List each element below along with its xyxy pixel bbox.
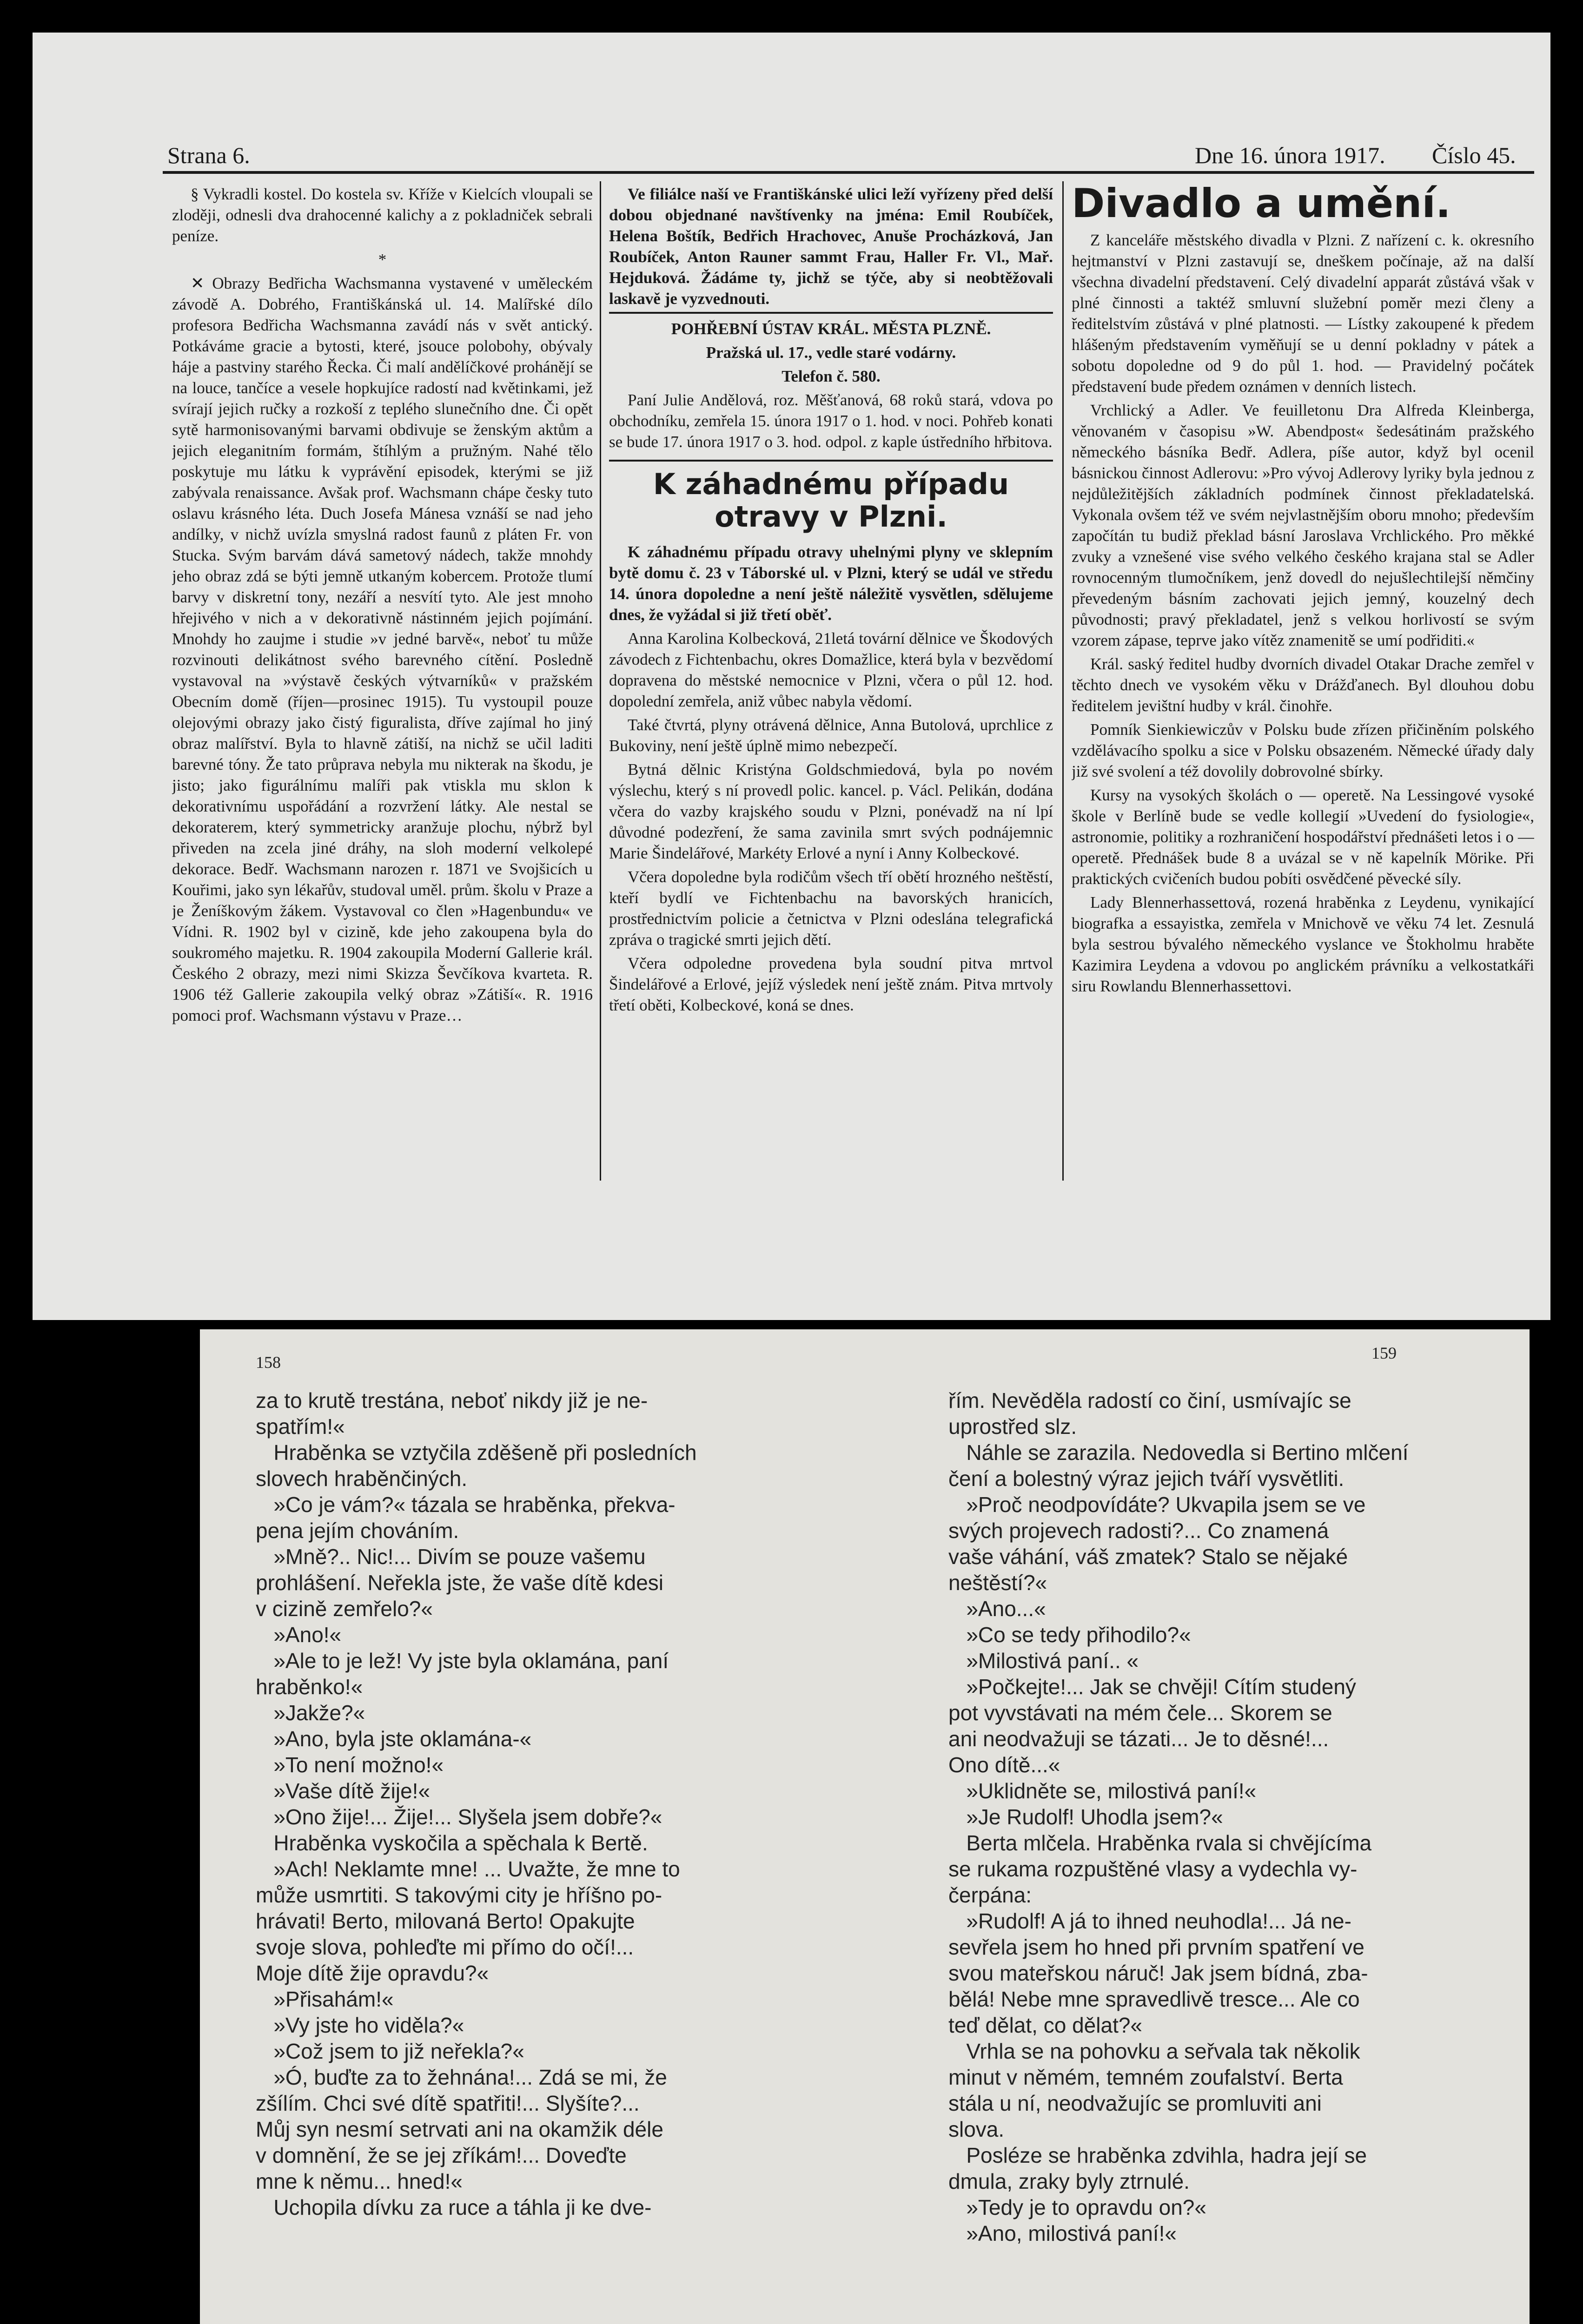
article-sienkiewicz: Pomník Sienkiewiczův v Polsku bude zřízen přičiněním polského vzdělávacího spolku a sice v Polsku obsazeném. Německé úřady daly již své svolení a též dovolily dobrovolné sbírky. xyxy=(1072,720,1534,780)
notice-phone: Telefon č. 580. xyxy=(782,367,881,385)
book-line: »Tedy je to opravdu on?« xyxy=(948,2195,1206,2219)
book-line: »Ano, byla jste oklamána-« xyxy=(256,1727,532,1751)
column-1 xyxy=(172,184,593,1181)
page-label: Strana 6. xyxy=(167,142,250,168)
book-line: pot vyvstávati na mém čele... Skorem se xyxy=(948,1701,1332,1725)
newspaper-page xyxy=(33,33,1550,1320)
book-line: prohlášení. Neřekla jste, že vaše dítě kdesi xyxy=(256,1571,664,1595)
book-line: »Co se tedy přihodilo?« xyxy=(948,1623,1191,1647)
section-heading-theatre: Divadlo a umění. xyxy=(1072,181,1451,227)
poisoning-p1: K záhadnému případu otravy uhelnými plyny ve sklepním bytě domu č. 23 v Táborské ul. v Plzni, který se udál ve středu 14. února dopoledne a není ještě náležitě vysvětlen, sdělujeme dnes, že vyžádal si již třetí oběť. xyxy=(609,543,1053,624)
book-line: Hraběnka se vztyčila zděšeně při posledních xyxy=(256,1440,697,1465)
book-line: sevřela jsem ho hned při prvním spatření ve xyxy=(948,1935,1364,1959)
book-line: »Uklidněte se, milostivá paní!« xyxy=(948,1779,1257,1803)
book-line: »Ach! Neklamte mne! ... Uvažte, že mne to xyxy=(256,1857,680,1881)
poisoning-p3: Také čtvrtá, plyny otrávená dělnice, Anna Butolová, uprchlice z Bukoviny, není ještě úplně mimo nebezpečí. xyxy=(609,716,1053,755)
article-operetta-courses: Kursy na vysokých školách o — operetě. Na Lessingové vysoké škole v Berlíně bude se vedle kollegií »Uvedení do fysiologie«, astronomie, politiky a rozhraničení hospodářství přednášeti letos i o — operetě. Přednášek bude 8 a uvázal se v ně kapelník Mörike. Při praktických cvičeních budou pobíti osvědčené pěvecké síly. xyxy=(1072,786,1534,888)
book-line: v cizině zemřelo?« xyxy=(256,1597,433,1621)
book-line: Vrhla se na pohovku a seřvala tak několik xyxy=(948,2039,1360,2063)
book-line: hraběnko!« xyxy=(256,1675,363,1699)
book-line: minut v němém, temném zoufalství. Berta xyxy=(948,2065,1343,2089)
book-line: »Ó, buďte za to žehnána!... Zdá se mi, že xyxy=(256,2065,667,2089)
book-line: Můj syn nesmí setrvati ani na okamžik déle xyxy=(256,2117,663,2141)
book-line: dmula, zraky byly ztrnulé. xyxy=(948,2169,1190,2193)
book-line: zšílím. Chci své dítě spatřiti!... Slyšíte?... xyxy=(256,2091,640,2115)
book-line: »Ano, milostivá paní!« xyxy=(948,2221,1177,2245)
book-line: slova. xyxy=(948,2117,1005,2141)
book-line: pena jejím chováním. xyxy=(256,1519,459,1543)
book-line: neštěstí?« xyxy=(948,1571,1047,1595)
article-business-cards: Ve filiálce naší ve Františkánské ulici leží vyřízeny před delší dobou objednané navštívenky na jména: Emil Roubíček, Helena Boštík, Bedřich Hrachovec, Anuše Procházková, Jan Roubíček, Anton Rauner sammt Frau, Haller Fr. Vl., Mař. Hejduková. Žádáme ty, jichž se týče, aby si neobtěžovali laskavě je vyzvednouti. xyxy=(609,185,1053,308)
book-line: »Mně?.. Nic!... Divím se pouze vašemu xyxy=(256,1545,646,1569)
book-line: »Počkejte!... Jak se chvěji! Cítím studený xyxy=(948,1675,1356,1699)
left-page-number: 158 xyxy=(256,1353,281,1372)
article-vrchlicky-adler: Vrchlický a Adler. Ve feuilletonu Dra Alfreda Kleinberga, věnovaném v časopisu »W. Abendpost« šedesátinám pražského německého básníka Bedř. Adlera, píše autor, když byl ocenil básnickou činnost Adlerovu: »Pro vývoj Adlerovy lyriky byla jednou z nejdůležitějších základních podmínek činnost překladatelská. Vykonala ovšem též ve svém nejvlastnějším oboru mnoho; především započítán tu budiž překlad básní Jaroslava Vrchlického. Pro měkké zvuky a vznešené vise svého velkého českého krajana stal se Adler rovnocenným tlumočníkem, jenž dovedl do nejušlechtilejší němčiny převedeným básním zachovati jejich jemný, kouzelný dech původnosti; pravý překladatel, jenž s velkou horlivostí se svým vzorem zápase, teprve jako vítěz znamenitě se umí podřiditi.« xyxy=(1072,401,1534,649)
notice-title: POHŘEBNÍ ÚSTAV KRÁL. MĚSTA PLZNĚ. xyxy=(671,320,991,338)
book-line: »Co je vám?« tázala se hraběnka, překva- xyxy=(256,1492,676,1517)
book-line: teď dělat, co dělat?« xyxy=(948,2013,1143,2037)
article-wachsmann: ✕ Obrazy Bedřicha Wachsmanna vystavené v uměleckém závodě A. Dobrého, Františkánská ul. 14. Malířské dílo profesora Bedřicha Wachsmanna zavádí nás v svět antický. Potkáváme gracie a bytosti, které, jsouce polobohy, obývaly háje a pastviny starého Řecka. Či malí andělíčkové prohánějí se na louce, tančíce a vesele hopkujíce radostí nad květinkami, jež svírají jejich ručky a rozkoší z teplého slunečního dne. Či opět sytě harmonisovanými barvami obdivuje se ženským aktům a jejich eleganitním formám, štíhlým a pružným. Nahé tělo poskytuje mu látku k vyprávění episodek, kterými se již zabývala renaissance. Avšak prof. Wachsmann chápe česky tuto oslavu krásného léta. Duch Josefa Mánesa vznáší se nad jeho andílky, v nichž uvízla smyslná radost faunů z pláten Fr. von Stucka. Svým barvám dává sametový nádech, takže mnohdy jeho obraz zdá se býti jemně utkaným kobercem. Protože tlumí barvy v diskretní tony, nezáří a nesvítí tyto. Ale jest mnoho hřejivého v nich a v dekorativně nástinném jejich pojímání. Mnohdy ho zaujme i studie »v jedné barvě«, neboť tu může rozvinouti delikátnost svého barevného cítění. Posledně vystavoval na »výstavě českých výtvarníků« v pražském Obecním domě (říjen—prosinec 1915). Tu vystoupil pouze olejovými obrazy jako čistý figuralista, dříve zajímal ho jiný obraz malířství. Byla to hlavně zátiší, na nichž se učil laditi barevné tóny. Že tato průprava nebyla mu nikterak na škodu, je jisto; jako figurálnímu malíři pak vtiskla mu sklon k dekorativnímu uspořádání a rozvržení látky. Ale nestal se dekoraterem, který symmetricky aranžuje plochu, nýbrž byl přiveden na zcela jiné dráhy, na sloh moderní velkolepé dekorace. Bedř. Wachsmann narozen r. 1871 ve Svojšicích u Kouřimi, jako syn lékařův, studoval uměl. prům. školu v Praze a je Ženíškovým žákem. Vystavoval co člen »Hagenbundu« ve Vídni. R. 1902 byl v cizině, kde jeho zakoupena byla do soukromého majetku. R. 1904 zakoupila Moderní Gallerie král. Českého 2 obrazy, mezi nimi Skizza Ševčíkova kvarteta. R. 1906 též Gallerie zakoupila velký obraz »Zátiší«. R. 1916 pomoci prof. Wachsmann výstavu v Praze… xyxy=(172,274,593,1024)
book-line: Hraběnka vyskočila a spěchala k Bertě. xyxy=(256,1831,648,1855)
article-church-robbery: § Vykradli kostel. Do kostela sv. Kříže v Kielcích vloupali se zloději, odnesli dva drahocenné kalichy a z pokladniček sebrali peníze. xyxy=(172,185,593,245)
poisoning-p5: Včera dopoledne byla rodičům všech tří obětí hrozného neštěstí, kteří bydlí ve Fichtenbachu na bavorských hranicích, prostřednictvím policie a četnictva v Plzni odeslána telegrafická zpráva o tragické smrti jejich dětí. xyxy=(609,868,1053,949)
book-line: »Ano...« xyxy=(948,1597,1046,1621)
book-line: svých projevech radosti?... Co znamená xyxy=(948,1519,1329,1543)
book-line: ani neodvažuji se tázati... Je to děsné!... xyxy=(948,1727,1329,1751)
book-left-page xyxy=(256,1387,837,2220)
book-line: Posléze se hraběnka zdvihla, hadra její se xyxy=(948,2143,1367,2167)
book-line: »Což jsem to již neřekla?« xyxy=(256,2039,524,2063)
book-line: »Rudolf! A já to ihned neuhodla!... Já ne- xyxy=(948,1909,1351,1933)
book-line: »Proč neodpovídáte? Ukvapila jsem se ve xyxy=(948,1492,1366,1517)
book-line: v domnění, že se jej zříkám!... Doveďte xyxy=(256,2143,627,2167)
book-line: uprostřed slz. xyxy=(948,1414,1077,1439)
book-line: »Jakže?« xyxy=(256,1701,365,1725)
notice-text: Paní Julie Andělová, roz. Měšťanová, 68 roků stará, vdova po obchodníku, zemřela 15. února 1917 o 1. hod. v noci. Pohřeb konati se bude 17. února 1917 o 3. hod. odpol. z kaple ústředního hřbitova. xyxy=(609,391,1053,451)
book-line: Uchopila dívku za ruce a táhla ji ke dve- xyxy=(256,2195,652,2219)
column-2 xyxy=(609,184,1053,1181)
book-line: »Vaše dítě žije!« xyxy=(256,1779,431,1803)
funeral-notice xyxy=(609,312,1053,462)
book-line: Náhle se zarazila. Nedovedla si Bertino mlčení xyxy=(948,1440,1409,1465)
book-line: »Přisahám!« xyxy=(256,1987,394,2011)
book-line: Moje dítě žije opravdu?« xyxy=(256,1961,489,1985)
book-line: spatřím!« xyxy=(256,1414,345,1439)
book-line: »Je Rudolf! Uhodla jsem?« xyxy=(948,1805,1223,1829)
poisoning-p6: Včera odpoledne provedena byla soudní pitva mrtvol Šindelářové a Erlové, jejíž výsledek není ještě znám. Pitva mrtvoly třetí oběti, Kolbeckové, koná se dnes. xyxy=(609,954,1053,1014)
book-line: řím. Nevěděla radostí co činí, usmívajíc se xyxy=(948,1388,1351,1413)
poisoning-p2: Anna Karolina Kolbecková, 21letá tovární dělnice ve Škodových závodech z Fichtenbachu, okres Domažlice, která byla v bezvědomí dopravena do městské nemocnice v Plzni, včera o půl 12. hod. dopolední zemřela, aniž vůbec nabyla vědomí. xyxy=(609,629,1053,710)
book-line: vaše váhání, váš zmatek? Stalo se nějaké xyxy=(948,1545,1348,1569)
column-3 xyxy=(1072,181,1534,1181)
book-line: čerpána: xyxy=(948,1883,1032,1907)
book-spread xyxy=(200,1329,1530,2324)
issue-label: Číslo 45. xyxy=(1432,142,1516,168)
headline-poisoning: K záhadnému případu otravy v Plzni. xyxy=(653,467,1009,534)
book-line: svou mateřskou náruč! Jak jsem bídná, zba- xyxy=(948,1961,1368,1985)
book-line: »To není možno!« xyxy=(256,1753,444,1777)
book-line: »Ono žije!... Žije!... Slyšela jsem dobře?« xyxy=(256,1805,662,1829)
separator-star: * xyxy=(378,251,387,269)
book-line: »Vy jste ho viděla?« xyxy=(256,2013,464,2037)
book-line: za to krutě trestána, neboť nikdy již je ne- xyxy=(256,1388,648,1413)
notice-address: Pražská ul. 17., vedle staré vodárny. xyxy=(706,343,956,362)
book-line: stála u ní, neodvažujíc se promluviti ani xyxy=(948,2091,1322,2115)
column-rule-1 xyxy=(600,181,601,1181)
date-label: Dne 16. února 1917. xyxy=(1195,142,1385,168)
theatre-notice: Z kanceláře městského divadla v Plzni. Z nařízení c. k. okresního hejtmanství v Plzni zastavují se, dneškem počínaje, až na další všechna divadelní představení. Celý divadelní apparát zůstává však v plné činnosti a taktéž smluvní služební poměr mezi členy a ředitelstvím zůstává v plné platnosti. — Lístky zakoupené k předem hlášeným představením vyměňují se u denní pokladny v pátek a sobotu dopoledne od 9 do půl 1. hod. — Pravidelný počátek představení bude předem oznámen v denních listech. xyxy=(1072,231,1534,396)
book-line: hrávati! Berto, milovaná Berto! Opakujte xyxy=(256,1909,635,1933)
book-line: slovech hraběnčiných. xyxy=(256,1466,468,1491)
book-right-page xyxy=(948,1387,1530,2246)
right-page-number: 159 xyxy=(1371,1344,1397,1362)
book-line: Berta mlčela. Hraběnka rvala si chvějícíma xyxy=(948,1831,1372,1855)
poisoning-p4: Bytná dělnic Kristýna Goldschmiedová, byla po novém výslechu, který s ní provedl polic. kancel. p. Václ. Pelikán, dodána včera do vazby krajského soudu v Plzni, ponévadž na ní lpí důvodné podezření, že sama zavinila smrt svých podnájemnic Marie Šindelářové, Markéty Erlové a nyní i Anny Kolbeckové. xyxy=(609,760,1053,862)
book-line: se rukama rozpuštěné vlasy a vydechla vy- xyxy=(948,1857,1358,1881)
book-line: čení a bolestný výraz jejich tváří vysvětliti. xyxy=(948,1466,1345,1491)
book-line: »Ale to je lež! Vy jste byla oklamána, paní xyxy=(256,1649,669,1673)
book-line: může usmrtiti. S takovými city je hříšno po- xyxy=(256,1883,662,1907)
book-line: Ono dítě...« xyxy=(948,1753,1060,1777)
book-line: »Milostivá paní.. « xyxy=(948,1649,1139,1673)
book-line: mne k němu... hned!« xyxy=(256,2169,463,2193)
header-rule xyxy=(163,171,1534,174)
article-drache: Král. saský ředitel hudby dvorních divadel Otakar Drache zemřel v těchto dnech ve vysokém věku v Drážďanech. Byl dlouhou dobu ředitelem jevištní hudby v král. činohře. xyxy=(1072,655,1534,715)
book-line: »Ano!« xyxy=(256,1623,342,1647)
book-line: svoje slova, pohleďte mi přímo do očí!... xyxy=(256,1935,634,1959)
book-line: bělá! Nebe mne spravedlivě tresce... Ale co xyxy=(948,1987,1360,2011)
column-rule-2 xyxy=(1062,181,1064,1181)
article-blennerhassett: Lady Blennerhassettová, rozená hraběnka z Leydenu, vynikající biografka a essayistka, zemřela v Mnichově ve věku 74 let. Zesnulá byla sestrou bývalého německého vyslance ve Štokholmu hraběte Kazimira Leydena a vdovou po anglickém právníku a velkostatkáři siru Rowlandu Blennerhassettovi. xyxy=(1072,893,1534,995)
